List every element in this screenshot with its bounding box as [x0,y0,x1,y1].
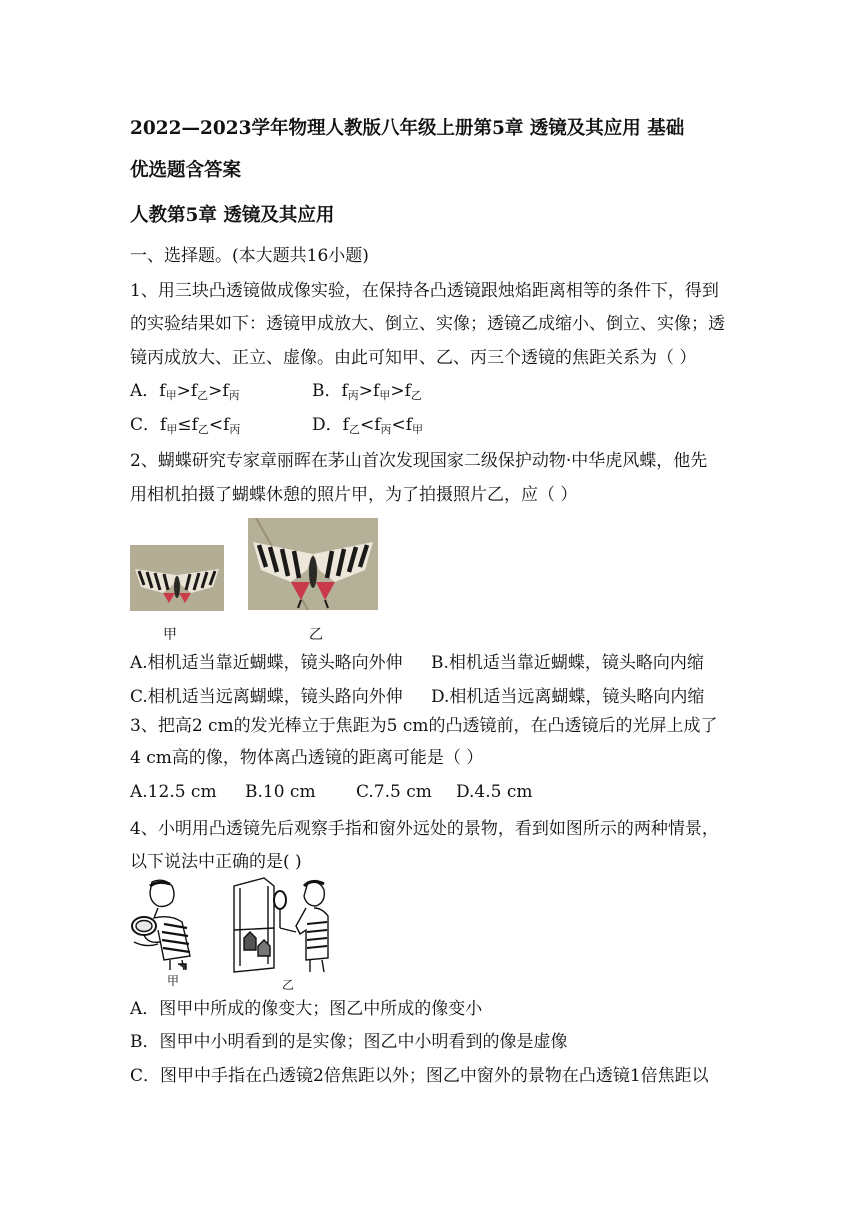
q1-line-3: 镜丙成放大、正立、虚像。由此可知甲、乙、丙三个透镜的焦距关系为（ ） [130,348,697,368]
q3-option-c: C.7.5 cm [356,782,432,802]
q4-line-2: 以下说法中正确的是( ) [130,852,302,872]
butterfly-photo-a [130,545,224,611]
q4-option-a: A．图甲中所成的像变大；图乙中所成的像变小 [130,999,483,1019]
q4-line-1: 4、小明用凸透镜先后观察手指和窗外远处的景物，看到如图所示的两种情景， [130,819,719,839]
q1-line-1: 1、用三块凸透镜做成像实验，在保持各凸透镜跟烛焰距离相等的条件下，得到 [130,281,719,301]
q1-option-a: A．$f_甲>f_乙>f_丙$ [130,381,240,402]
q2-line-1: 2、蝴蝶研究专家章丽晖在茅山首次发现国家二级保护动物·中华虎风蝶，他先 [130,451,708,471]
q3-option-b: B.10 cm [245,782,316,802]
boy-magnifier-illustration [130,878,212,970]
section-heading: 一、选择题。(本大题共16小题) [130,246,369,266]
illustration-caption-b: 乙 [282,978,295,992]
q3-option-a: A.12.5 cm [130,782,217,802]
chapter-heading: 人教第5章 透镜及其应用 [130,205,335,226]
q1-option-d: D．$f_乙<f_丙<f_甲$ [312,415,424,436]
q2-option-a: A.相机适当靠近蝴蝶，镜头略向外伸 [130,653,403,673]
q2-option-c: C.相机适当远离蝴蝶，镜头路向外伸 [130,687,403,707]
doc-title-line-2: 优选题含答案 [130,160,242,181]
q3-line-1: 3、把高2 cm的发光棒立于焦距为5 cm的凸透镜前，在凸透镜后的光屏上成了 [130,716,718,736]
boy-window-illustration [230,876,336,974]
q3-line-2: 4 cm高的像，物体离凸透镜的距离可能是（ ） [130,748,484,768]
q2-line-2: 用相机拍摄了蝴蝶休憩的照片甲，为了拍摄照片乙，应（ ） [130,485,578,505]
illustration-caption-a: 甲 [167,974,180,988]
q2-option-d: D.相机适当远离蝴蝶，镜头略向内缩 [431,687,705,707]
q3-option-d: D.4.5 cm [456,782,533,802]
butterfly-photo-b [248,518,378,610]
butterfly-caption-b: 乙 [309,627,323,643]
q1-option-c: C．$f_甲\le f_乙<f_丙$ [130,415,241,436]
q1-line-2: 的实验结果如下：透镜甲成放大、倒立、实像；透镜乙成缩小、倒立、实像；透 [130,314,725,334]
q4-option-b: B．图甲中小明看到的是实像；图乙中小明看到的像是虚像 [130,1032,568,1052]
q1-option-b: B．$f_丙>f_甲>f_乙$ [312,381,422,402]
q2-option-b: B.相机适当靠近蝴蝶，镜头略向内缩 [431,653,704,673]
butterfly-caption-a: 甲 [163,627,177,643]
doc-title-line-1: 2022—2023学年物理人教版八年级上册第5章 透镜及其应用 基础 [130,118,685,139]
q4-option-c: C．图甲中手指在凸透镜2倍焦距以外；图乙中窗外的景物在凸透镜1倍焦距以 [130,1066,709,1086]
